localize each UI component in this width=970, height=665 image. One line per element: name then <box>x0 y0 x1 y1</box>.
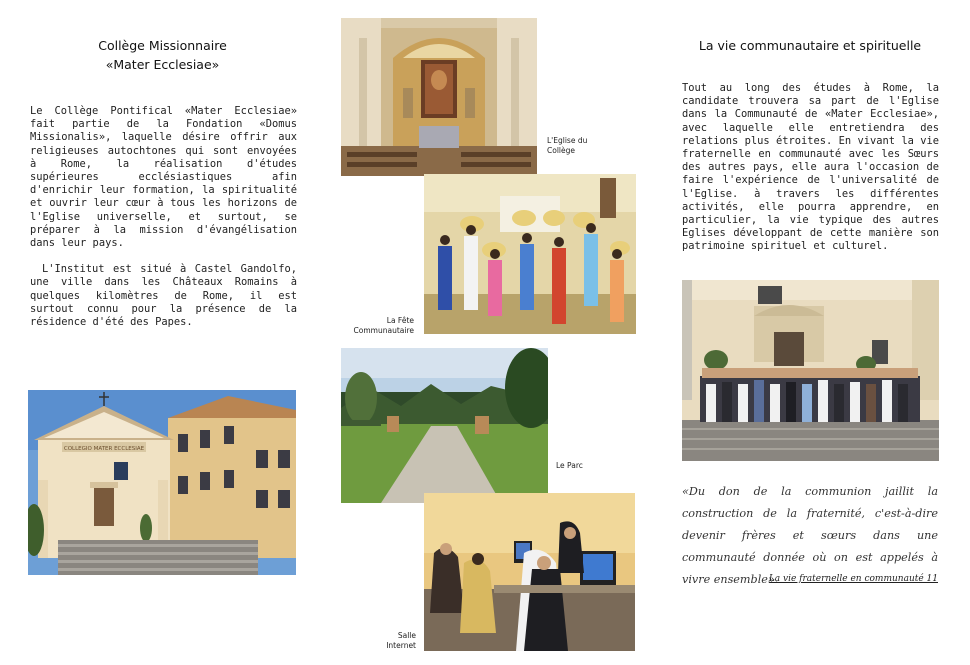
internet-caption <box>366 631 416 651</box>
feast-caption <box>344 316 414 336</box>
left-title <box>30 36 295 74</box>
feast-caption-line2: Communautaire <box>353 326 414 335</box>
park-photo <box>341 348 548 503</box>
church-caption-line2: Collège <box>547 146 575 155</box>
left-paragraph-2: L'Institut est situé à Castel Gandolfo, une ville dans les Châteaux Romains à quelques kilomètres de Rome, il est surtout connu pour la présence de la résidence d'été des Papes. <box>30 263 297 329</box>
facade-inscription: COLLEGIO MATER ECCLESIAE <box>63 446 145 452</box>
internet-caption-line1: Salle <box>397 631 416 640</box>
right-title: La vie communautaire et spirituelle <box>698 38 922 53</box>
internet-room-photo <box>424 493 635 651</box>
college-building-photo <box>28 390 296 575</box>
left-intro-text <box>30 105 297 329</box>
internet-caption-line2: Internet <box>386 641 416 650</box>
park-caption: Le Parc <box>556 461 583 470</box>
community-group-photo <box>682 280 939 461</box>
feast-photo <box>424 174 636 334</box>
left-title-line1: Collège Missionnaire <box>98 38 227 53</box>
left-title-line2: «Mater Ecclesiae» <box>105 57 220 72</box>
church-caption <box>547 136 607 156</box>
quote-text: «Du don de la communion jaillit la construction de la fraternité, c'est-à-dire devenir frères et sœurs dans une communauté donnée où on est appelés à vivre ensemble». <box>682 485 938 586</box>
feast-caption-line1: La Fête <box>386 316 414 325</box>
left-paragraph-1: Le Collège Pontifical «Mater Ecclesiae» fait partie de la Fondation «Domus Missionalis», laquelle désire offrir aux religieuses autochtones qui sont envoyées à Rome, la réalisation d'études supérieures ecclésiastiques afin d'enrichir leur formation, la spiritualité et ouvrir leur cœur à tous les horizons de l'Eglise universelle, et surtout, se préparer à la mission d'évangélisation dans leur pays. <box>30 105 297 250</box>
church-interior-photo <box>341 18 537 176</box>
quote-source: La vie fraternelle en communauté 11 <box>768 574 938 584</box>
church-caption-line1: L'Eglise du <box>547 136 588 145</box>
right-paragraph: Tout au long des études à Rome, la candidate trouvera sa part de l'Eglise dans la Communauté de «Mater Ecclesiae», avec laquelle elle entretiendra des relations plus étroites. En vivant la vie fraternelle en communauté avec les Sœurs des autres pays, elle aura l'occasion de faire l'expérience de l'universalité de l'Eglise. à travers les différentes activités, elle pourra apprendre, en particulier, la vie typique des autres Eglises développant de cette manière son patrimoine spirituel et culturel. <box>682 82 939 253</box>
